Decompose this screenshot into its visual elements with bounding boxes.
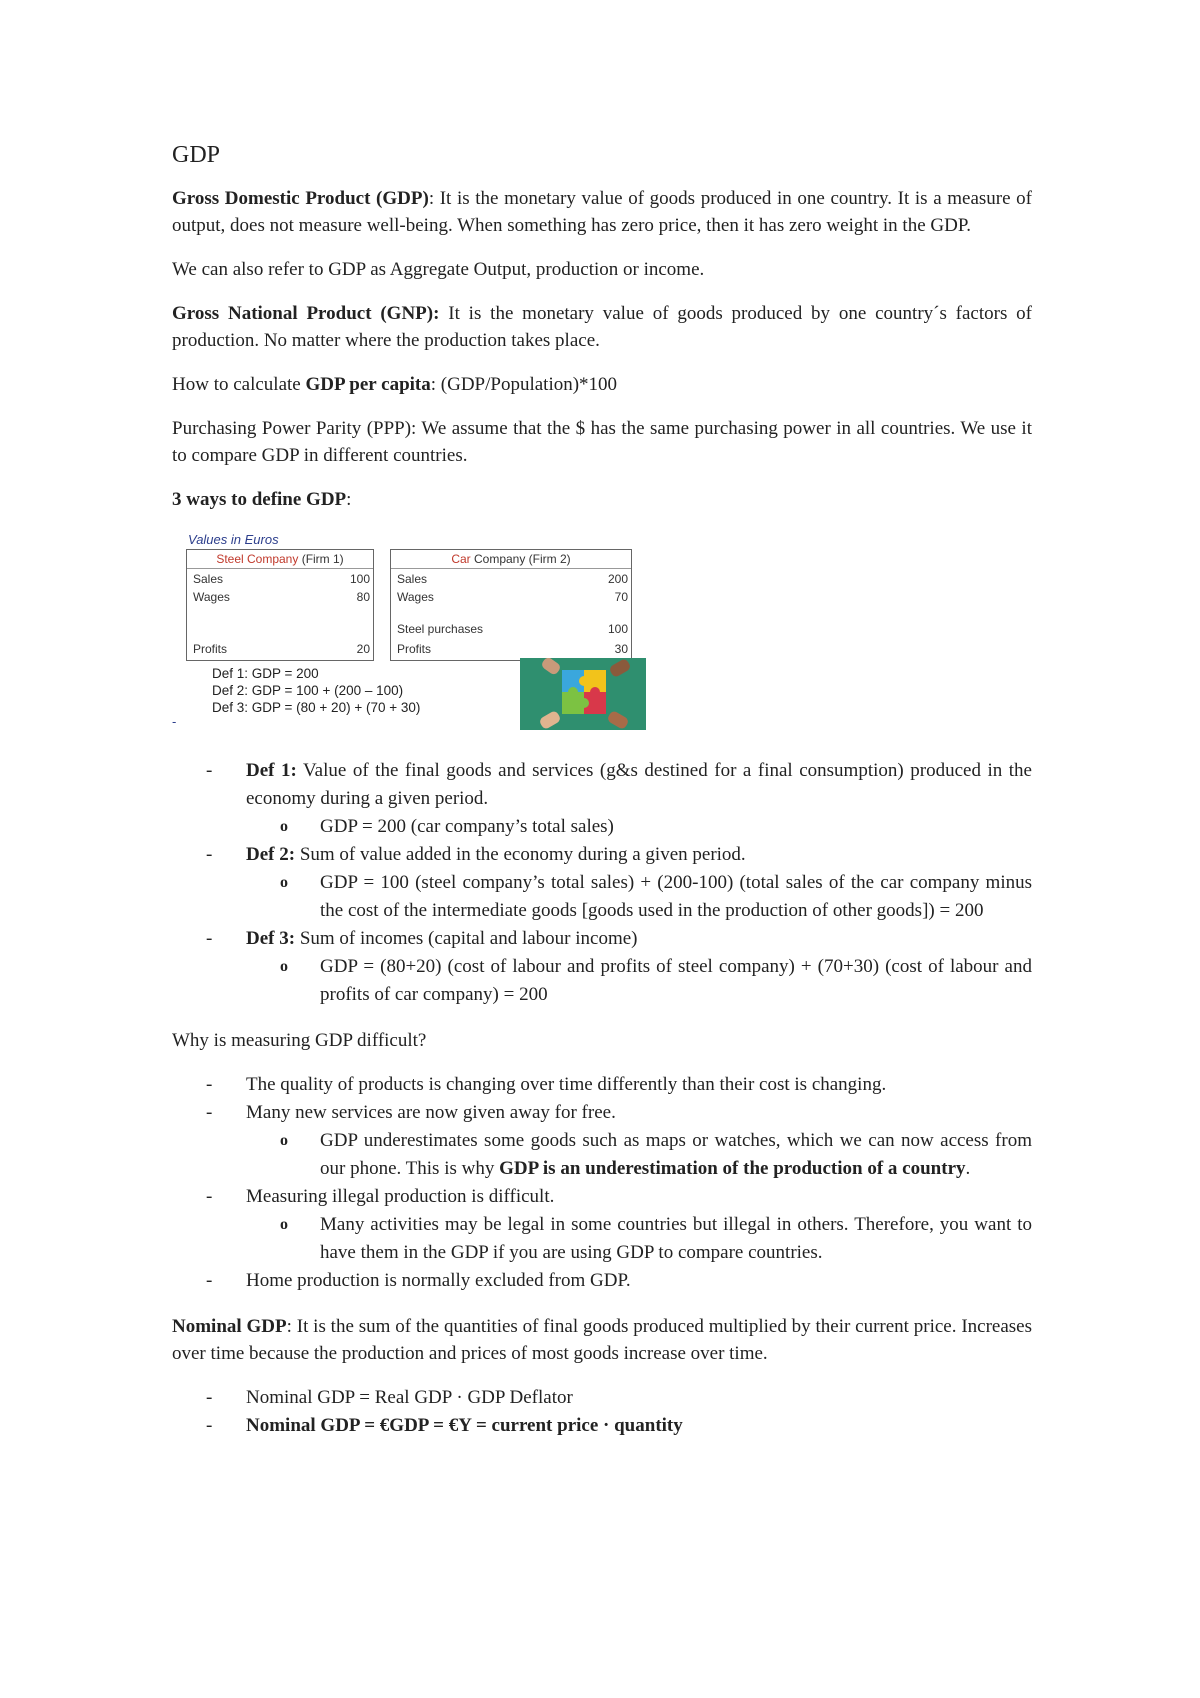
figure-definitions (212, 665, 420, 716)
table-row: Steel purchases 100 (397, 622, 628, 636)
car-company-header: Car Company (Firm 2) (391, 550, 631, 569)
nominal-gdp-definition: Nominal GDP: It is the sum of the quantities of final goods produced multiplied by their current price. Increases over time because the production and prices of most goods increase over time. (172, 1316, 1033, 1364)
list-item: - Nominal GDP = €GDP = €Y = current price · quantity (206, 1415, 683, 1436)
sub-list-item: o GDP = (80+20) (cost of labour and profits of steel company) + (70+30) (cost of labour and profits of car company) = 200 (280, 956, 1032, 1005)
list-item: - Def 1: Value of the final goods and services (g&s destined for a final consumption) produced in the economy during a given period. o GDP = 200 (car company’s total sales) (172, 757, 1032, 841)
gnp-definition: Gross National Product (GNP): It is the monetary value of goods produced by one country´s factors of production. No matter where the production takes place. (172, 303, 1033, 351)
sub-list-item: o GDP = 200 (car company’s total sales) (280, 816, 614, 837)
list-item: - Home production is normally excluded from GDP. (206, 1270, 631, 1291)
gdp-example-figure (172, 530, 632, 735)
puzzle-knob (579, 676, 589, 686)
table-row: Profits 20 (193, 642, 370, 656)
puzzle-knob (579, 698, 589, 708)
difficulty-question: Why is measuring GDP difficult? (172, 1030, 427, 1051)
gdp-per-capita: How to calculate GDP per capita: (GDP/Population)*100 (172, 374, 618, 395)
figure-def-3: Def 3: GDP = (80 + 20) + (70 + 30) (212, 700, 421, 715)
list-item: - The quality of products is changing over time differently than their cost is changing. (206, 1074, 887, 1095)
list-item: - Def 3: Sum of incomes (capital and labour income) o GDP = (80+20) (cost of labour and profits of steel company) + (70+30) (cost of labour and profits of car company) = 200 (172, 925, 1032, 1009)
list-item: - Many new services are now given away for free. o GDP underestimates some goods such as maps or watches, which we can now access from our phone. This is why GDP is an underestimation of the production of a country. (172, 1099, 1032, 1183)
figure-def-1: Def 1: GDP = 200 (212, 666, 319, 681)
puzzle-knob (568, 687, 578, 697)
list-item: - Def 2: Sum of value added in the economy during a given period. o GDP = 100 (steel company’s total sales) + (200-100) (total sales of the car company minus the cost of the intermediate goods [goods used in the production of other goods]) = 200 (172, 841, 1032, 925)
figure-dash: - (172, 714, 177, 729)
car-company-table (390, 549, 632, 661)
gnp-term: Gross National Product (GNP): (172, 303, 440, 324)
puzzle-image (520, 658, 646, 730)
difficulty-list (172, 1071, 1032, 1295)
definitions-list (172, 757, 1032, 1009)
nominal-gdp-list (172, 1384, 1032, 1440)
table-row: Wages 80 (193, 590, 370, 604)
figure-def-2: Def 2: GDP = 100 + (200 – 100) (212, 683, 404, 698)
aggregate-output-note: We can also refer to GDP as Aggregate Output, production or income. (172, 259, 705, 280)
steel-company-header: Steel Company (Firm 1) (187, 550, 373, 569)
three-ways-heading: 3 ways to define GDP: (172, 489, 352, 510)
document-page (172, 142, 1032, 1458)
ppp-definition: Purchasing Power Parity (PPP): We assume that the $ has the same purchasing power in all countries. We use it to compare GDP in different countries. (172, 418, 1032, 466)
table-row: Sales 200 (397, 572, 628, 586)
sub-list-item: o GDP underestimates some goods such as maps or watches, which we can now access from our phone. This is why GDP is an underestimation of the production of a country. (280, 1130, 1032, 1179)
gdp-definition: Gross Domestic Product (GDP): It is the monetary value of goods produced in one country. It is a measure of output, does not measure well-being. When something has zero price, then it has zero weight in the GDP. (172, 188, 1033, 236)
puzzle-knob (590, 687, 600, 697)
page-title: GDP (172, 142, 221, 168)
table-row: Sales 100 (193, 572, 370, 586)
table-row: Wages 70 (397, 590, 628, 604)
gdp-term: Gross Domestic Product (GDP) (172, 188, 429, 209)
list-item: - Nominal GDP = Real GDP · GDP Deflator (206, 1387, 573, 1408)
steel-company-table (186, 549, 374, 661)
figure-title: Values in Euros (188, 532, 279, 547)
sub-list-item: o GDP = 100 (steel company’s total sales) + (200-100) (total sales of the car company minus the cost of the intermediate goods [goods used in the production of other goods]) = 200 (280, 872, 1032, 921)
list-item: - Measuring illegal production is difficult. o Many activities may be legal in some countries but illegal in others. Therefore, you want to have them in the GDP if you are using GDP to compare countries. (172, 1183, 1032, 1267)
sub-list-item: o Many activities may be legal in some countries but illegal in others. Therefore, you want to have them in the GDP if you are using GDP to compare countries. (280, 1214, 1032, 1263)
table-row: Profits 30 (397, 642, 628, 656)
